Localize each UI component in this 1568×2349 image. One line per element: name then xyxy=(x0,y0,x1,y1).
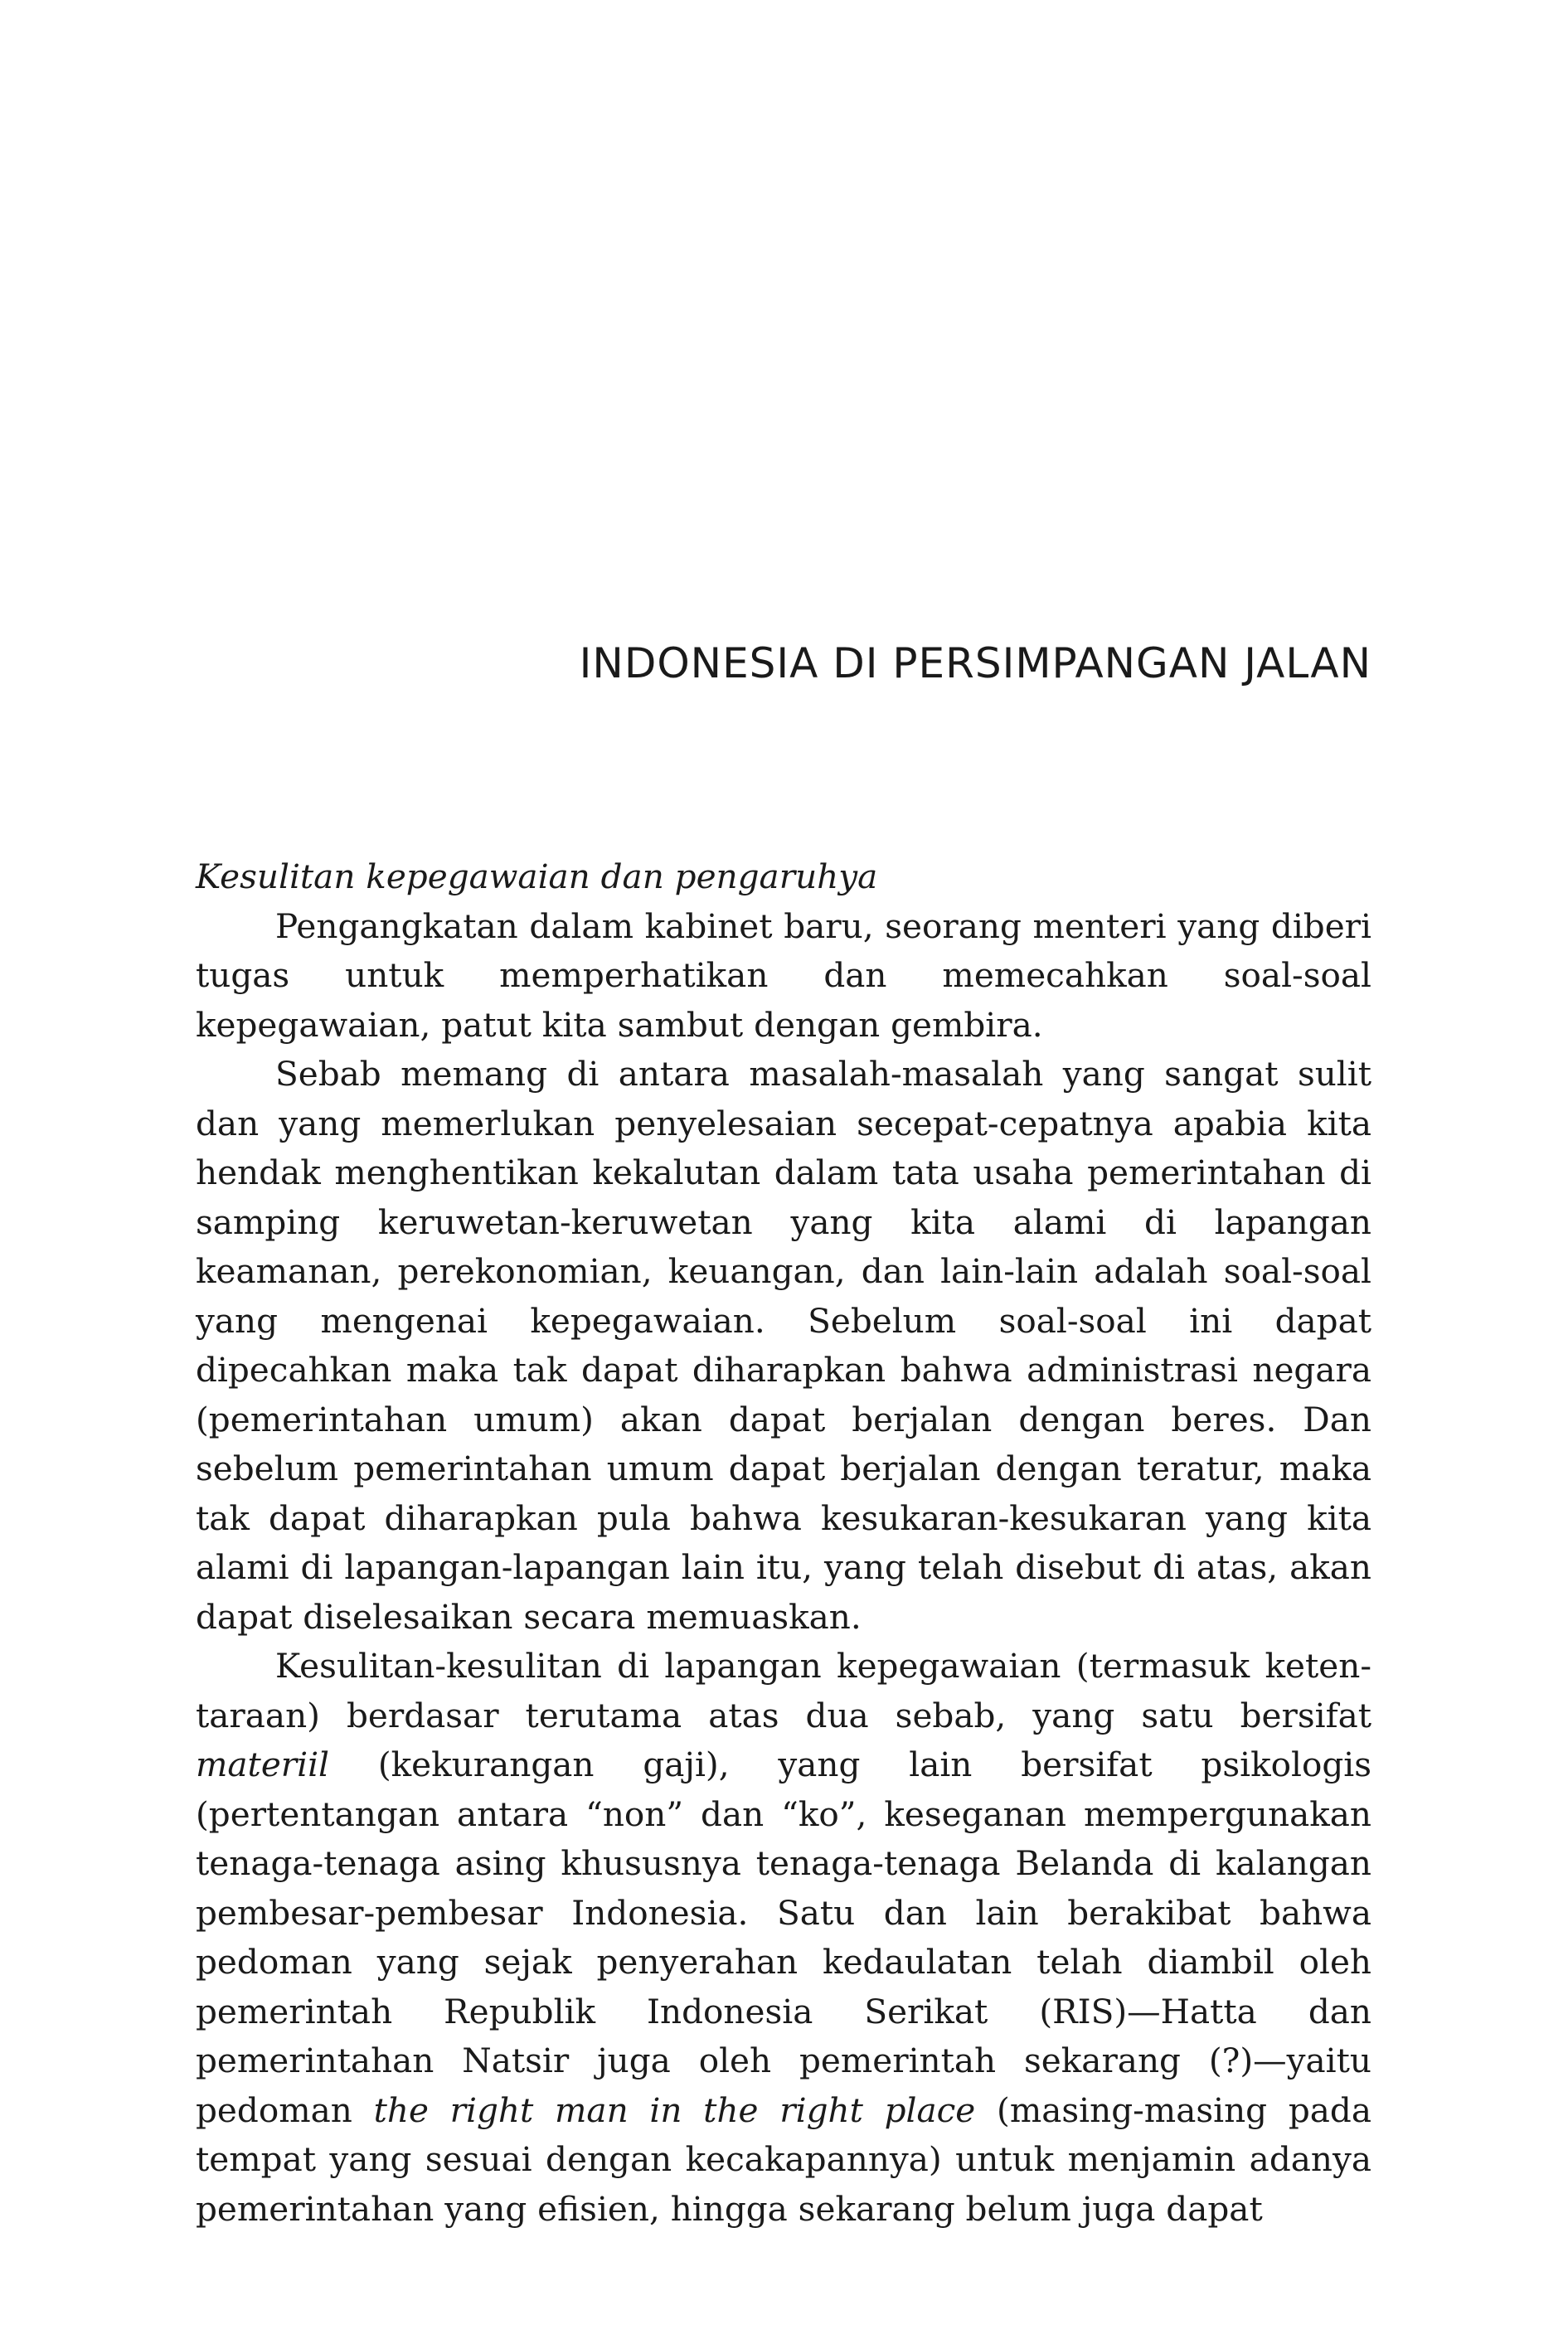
paragraph-3-text-c: (masing-masing pada tempat yang sesuai dengan kecakapannya) untuk menjamin adanya pemerintahan yang efisien, hingga sekarang belum juga dapat xyxy=(196,2089,1371,2229)
paragraph-3-text-a: Kesulitan-kesulitan di lapangan kepegawaian (termasuk ketentaraan) berdasar terutama atas dua sebab, yang satu bersifat xyxy=(196,1646,1371,1735)
body-text xyxy=(196,852,1371,2234)
chapter-title: INDONESIA DI PERSIMPANGAN JALAN xyxy=(579,639,1371,687)
paragraph-3-text-b: (kekurangan gaji), yang lain bersifat psikologis (pertentangan antara “non” dan “ko”, keseganan mempergunakan tenaga-tenaga asing khususnya tenaga-tenaga Belanda di kalangan pembesar-pembesar Indonesia. Satu dan lain berakibat bahwa pedoman yang sejak penyerahan kedaulatan telah diambil oleh pemerintah Republik Indonesia Serikat (RIS)—Hatta dan pemerintahan Natsir juga oleh pemerintah sekarang (?)—yaitu pedoman xyxy=(196,1745,1371,2130)
section-heading: Kesulitan kepegawaian dan pengaruhya xyxy=(196,857,878,896)
paragraph-3-italic-phrase: the right man in the right place xyxy=(373,2089,976,2130)
paragraph-1: Pengangkatan dalam kabinet baru, seorang menteri yang diberi tugas untuk memperhatikan dan memecahkan soal-soal kepegawaian, patut kita sambut dengan gembira. xyxy=(196,905,1371,1045)
paragraph-2: Sebab memang di antara masalah-masalah yang sangat sulit dan yang memerlukan penyelesaian secepat-cepatnya apabia kita hendak menghentikan kekalutan dalam tata usaha pemerintahan di samping keruwetan-keruwetan yang kita alami di lapangan keamanan, perekonomian, keuangan, dan lain-lain adalah soal-soal yang mengenai kepegawaian. Sebelum soal-soal ini dapat dipecahkan maka tak dapat diharapkan bahwa administrasi negara (pemerintahan umum) akan dapat berjalan dengan beres. Dan sebelum pemerintahan umum dapat berjalan dengan teratur, maka tak dapat diharapkan pula bahwa kesukaran-kesukaran yang kita alami di lapangan-lapangan lain itu, yang telah disebut di atas, akan dapat diselesaikan secara memuaskan. xyxy=(196,1054,1371,1637)
paragraph-3-italic-materiil: materiil xyxy=(196,1745,330,1784)
paragraph-3 xyxy=(196,1642,1371,2234)
